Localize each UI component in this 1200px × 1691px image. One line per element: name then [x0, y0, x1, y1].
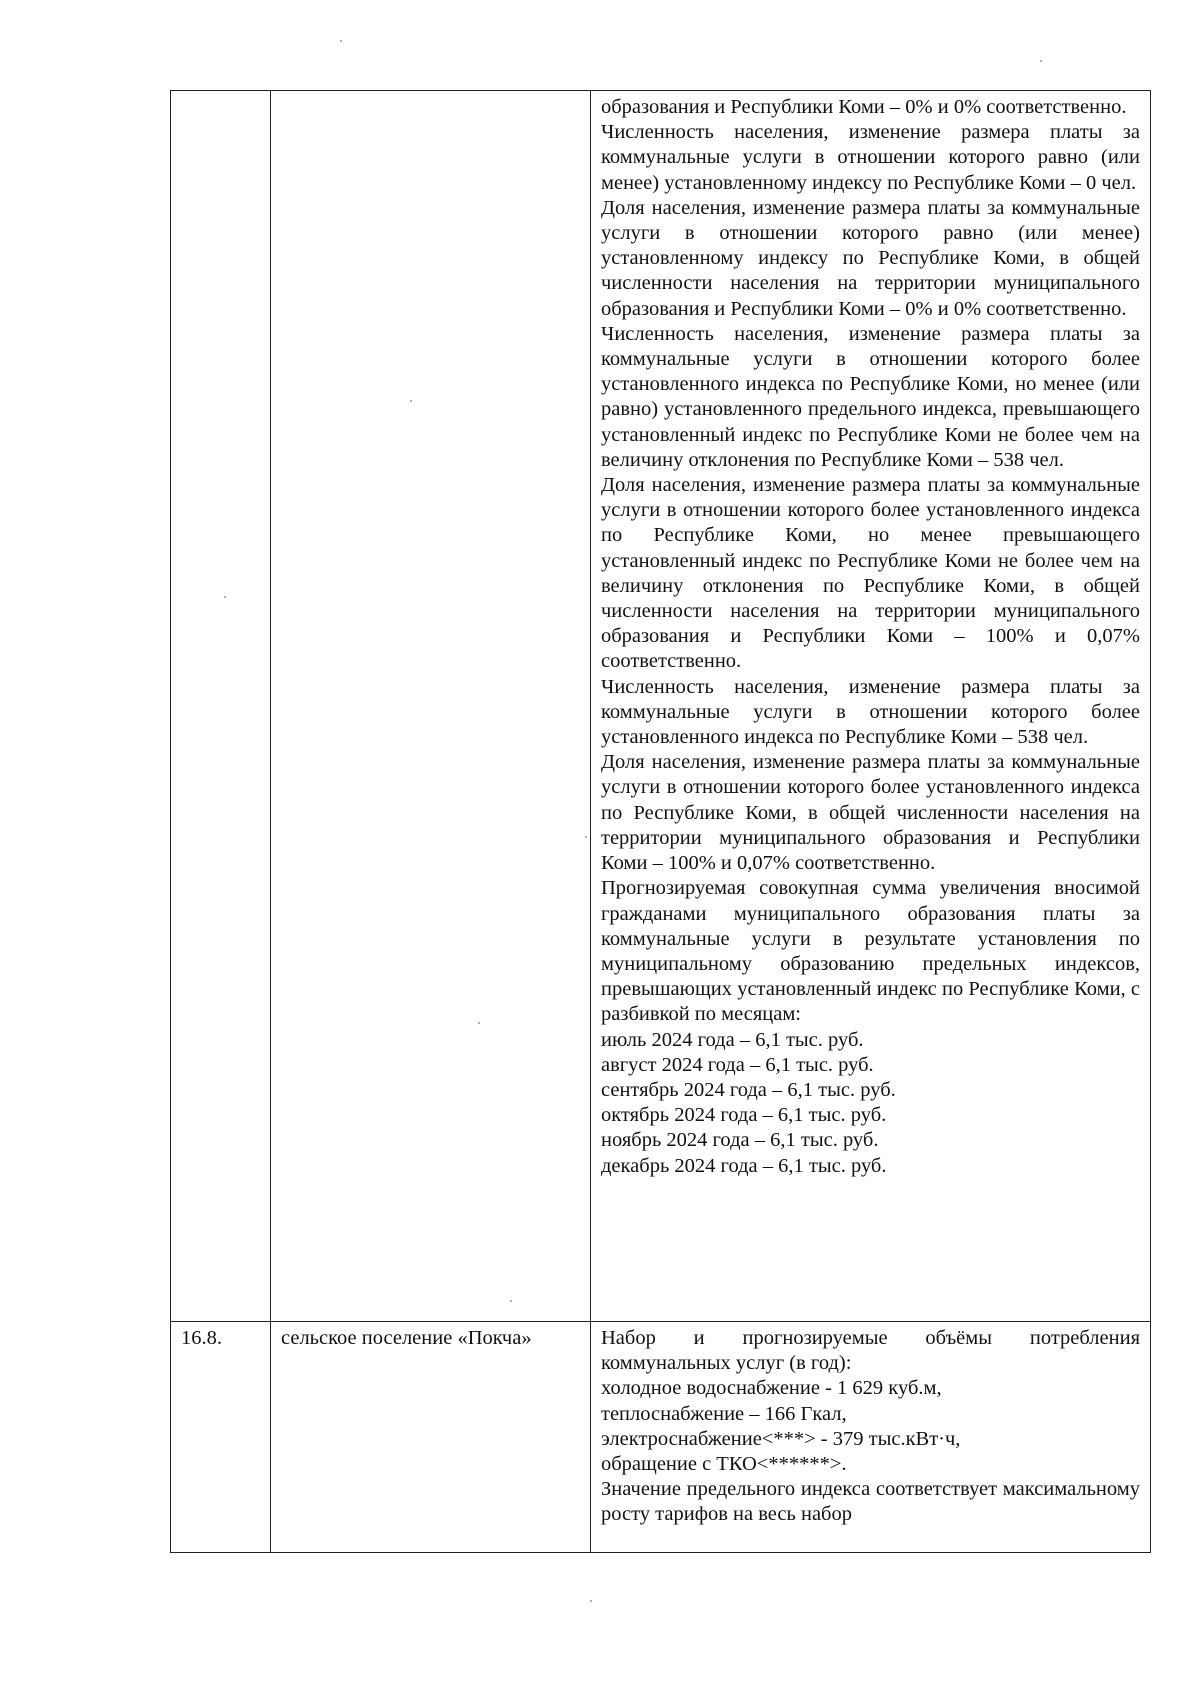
list-item: теплоснабжение – 166 Гкал,: [601, 1402, 847, 1425]
month-line: декабрь 2024 года – 6,1 тыс. руб.: [601, 1154, 887, 1177]
list-item: холодное водоснабжение - 1 629 куб.м,: [601, 1377, 942, 1400]
paragraph: образования и Республики Коми – 0% и 0% соответственно.: [601, 96, 1127, 118]
month-line: октябрь 2024 года – 6,1 тыс. руб.: [601, 1104, 887, 1127]
paragraph: Численность населения, изменение размера платы за коммунальные услуги в отношении которого равно (или менее) установленному индексу по Республике Коми – 0 чел.: [601, 121, 1140, 194]
municipality-name-cell: сельское поселение «Покча»: [271, 1322, 591, 1553]
description-cell: [591, 91, 1151, 1322]
scan-speck: [1040, 60, 1042, 62]
paragraph: Набор и прогнозируемые объёмы потребления коммунальных услуг (в год):: [601, 1327, 1140, 1375]
municipality-name-cell: [271, 91, 591, 1322]
list-item: электроснабжение<***> - 379 тыс.кВт·ч,: [601, 1427, 961, 1450]
scan-speck: [340, 40, 342, 42]
scan-speck: [224, 596, 226, 598]
paragraph: Доля населения, изменение размера платы за коммунальные услуги в отношении которого равно (или менее) установленному индексу по Республике Коми, в общей численности населения на территории муниципального образования и Республики Коми – 0% и 0% соответственно.: [601, 196, 1140, 320]
scan-speck: [510, 1300, 512, 1302]
month-line: сентябрь 2024 года – 6,1 тыс. руб.: [601, 1078, 896, 1101]
scan-speck: [478, 1022, 480, 1024]
paragraph: Прогнозируемая совокупная сумма увеличения вносимой гражданами муниципального образования платы за коммунальные услуги в результате установления по муниципальному образованию предельных индексов, превышающих установленный индекс по Республике Коми, с разбивкой по месяцам:: [601, 877, 1140, 1026]
month-line: ноябрь 2024 года – 6,1 тыс. руб.: [601, 1129, 879, 1152]
scan-speck: [585, 836, 587, 838]
description-cell: [591, 1322, 1151, 1553]
paragraph: Значение предельного индекса соответствует максимальному росту тарифов на весь набор: [601, 1478, 1140, 1526]
row-number-cell: 16.8.: [171, 1322, 271, 1553]
scan-speck: [590, 1600, 592, 1602]
month-line: август 2024 года – 6,1 тыс. руб.: [601, 1053, 874, 1076]
month-line: июль 2024 года – 6,1 тыс. руб.: [601, 1028, 864, 1051]
paragraph: Численность населения, изменение размера платы за коммунальные услуги в отношении которого более установленного индекса по Республике Коми, но менее (или равно) установленного предельного индекса, превышающего установленный индекс по Республике Коми не более чем на величину отклонения по Республике Коми – 538 чел.: [601, 322, 1140, 471]
scan-speck: [410, 400, 412, 402]
list-item: обращение с ТКО<******>.: [601, 1453, 847, 1476]
row-number-cell: [171, 91, 271, 1322]
table-row: [171, 1322, 1151, 1553]
paragraph: Численность населения, изменение размера платы за коммунальные услуги в отношении которого более установленного индекса по Республике Коми – 538 чел.: [601, 675, 1140, 749]
paragraph: Доля населения, изменение размера платы за коммунальные услуги в отношении которого более установленного индекса по Республике Коми, в общей численности населения на территории муниципального образования и Республики Коми – 100% и 0,07% соответственно.: [601, 751, 1140, 875]
data-table: [170, 90, 1151, 1553]
table-row: [171, 91, 1151, 1322]
paragraph: Доля населения, изменение размера платы за коммунальные услуги в отношении которого более установленного индекса по Республике Коми, но менее превышающего установленный индекс по Республике Коми не более чем на величину отклонения по Республике Коми, в общей численности населения на территории муниципального образования и Республики Коми – 100% и 0,07% соответственно.: [601, 474, 1140, 673]
